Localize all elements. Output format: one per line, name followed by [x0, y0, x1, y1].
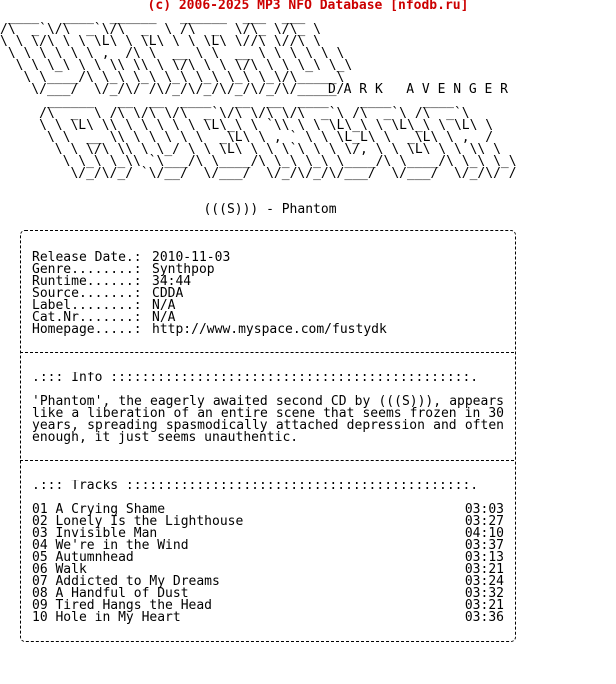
- track-title: 08 A Handful of Dust: [32, 586, 189, 601]
- track-title: 10 Hole in My Heart: [32, 610, 181, 625]
- track-time: 03:03: [464, 502, 504, 517]
- track-title: 05 Autumnhead: [32, 550, 134, 565]
- track-title: 09 Tired Hangs the Head: [32, 598, 213, 613]
- track-title: 06 Walk: [32, 562, 87, 577]
- genre-label: Genre........:: [32, 262, 142, 277]
- track-time: 03:13: [464, 550, 504, 565]
- group-tagline: D A R K A V E N G E R: [328, 82, 509, 97]
- track-title: 03 Invisible Man: [32, 526, 158, 541]
- track-time: 03:27: [464, 514, 504, 529]
- label-value: N/A: [152, 298, 176, 313]
- site-header[interactable]: (c) 2006-2025 MP3 NFO Database [nfodb.ru]: [147, 0, 469, 13]
- track-title: 07 Addicted to My Dreams: [32, 574, 220, 589]
- release-date-label: Release Date.:: [32, 250, 142, 265]
- track-time: 03:21: [464, 598, 504, 613]
- homepage-row: [32, 324, 512, 336]
- homepage-label: Homepage.....:: [32, 322, 142, 337]
- info-text: 'Phantom', the eagerly awaited second CD by (((S))), appears like a liberation of an entire scene that seems frozen in 30 years, spreading spasmodically attached depression and often enough, it just seems unauthentic.: [32, 394, 504, 445]
- track-title: 01 A Crying Shame: [32, 502, 166, 517]
- track-title: 04 We're in the Wind: [32, 538, 189, 553]
- track-list: [32, 504, 504, 624]
- ascii-logo-dark: ____ ____ ______ ______ ___ ___ /\ _`\/\ _`\/\ _ \ /\ _ \/\_ \/\_ \ \ \ \/\ \ \ \L\ \ \L\ \ \ \L\ \//\ \//\ \ \ \ \ \ \ \ , /\ \ __ \ \ __ \ \ \ \ \ \ \ \ \_\ \ \ \\ \\ \ \/\ \ \ \/\ \ \ \_\ \_\ \ \____/\ \_\ \_\ \_\ \_\ \_\ \_\/\_____\ \/___/ \/_/\/ /\/_/\/_/\/_/\/_/\/_____/: [0, 10, 353, 97]
- info-header: .::: Info ::::::::::::::::::::::::::::::::::::::::::::::.: [32, 372, 479, 384]
- genre-value: Synthpop: [152, 262, 215, 277]
- homepage-link[interactable]: http://www.myspace.com/fustydk: [152, 322, 387, 337]
- release-title: (((S))) - Phantom: [203, 202, 337, 217]
- track-row: [32, 612, 504, 624]
- ascii-logo-avenger: ______ __ __ ____ __ __ ____ ____ ____ /\ _ \ /\ \/\ \/\ _`\/\ \/\ \/\ _`\ /\ _`\ /\ _`\ \ \ \L\ \\ \ \ \ \ \ \L\_\ \ `\\ \ \ \L\_\ \ \L\_\ \ \L\ \ \ \ __ \\ \ \ \ \ \ _\L\ \ , ` \ \ \L_L\ \ _\L\ \ , / \ \ \/\ \\ \ \_/ \ \ \L\ \ \ \`\ \ \ \/, \ \ \L\ \ \ \\ \ \ \_\ \_\\ `\___/\ \____/\ \_\ \_\ \____/\ \____/\ \_\ \_\ \/_/\/_/ `\/__/ \/___/ \/_/\/_/\/___/ \/___/ \/_/\/ /: [39, 94, 517, 181]
- track-title: 02 Lonely Is the Lighthouse: [32, 514, 244, 529]
- catnr-value: N/A: [152, 310, 176, 325]
- track-row: [32, 552, 504, 564]
- source-value: CDDA: [152, 286, 184, 301]
- catnr-label: Cat.Nr.......:: [32, 310, 142, 325]
- source-label: Source.......:: [32, 286, 142, 301]
- track-time: 03:32: [464, 586, 504, 601]
- runtime-value: 34:44: [152, 274, 192, 289]
- runtime-label: Runtime......:: [32, 274, 142, 289]
- track-time: 04:10: [464, 526, 504, 541]
- track-time: 03:37: [464, 538, 504, 553]
- release-details: [32, 252, 512, 336]
- label-label: Label........:: [32, 298, 142, 313]
- tracks-header: .::: Tracks ::::::::::::::::::::::::::::::::::::::::::::.: [32, 480, 479, 492]
- release-date-value: 2010-11-03: [152, 250, 231, 265]
- track-time: 03:24: [464, 574, 504, 589]
- track-time: 03:36: [464, 610, 504, 625]
- divider: [20, 352, 514, 353]
- divider: [20, 460, 514, 461]
- track-time: 03:21: [464, 562, 504, 577]
